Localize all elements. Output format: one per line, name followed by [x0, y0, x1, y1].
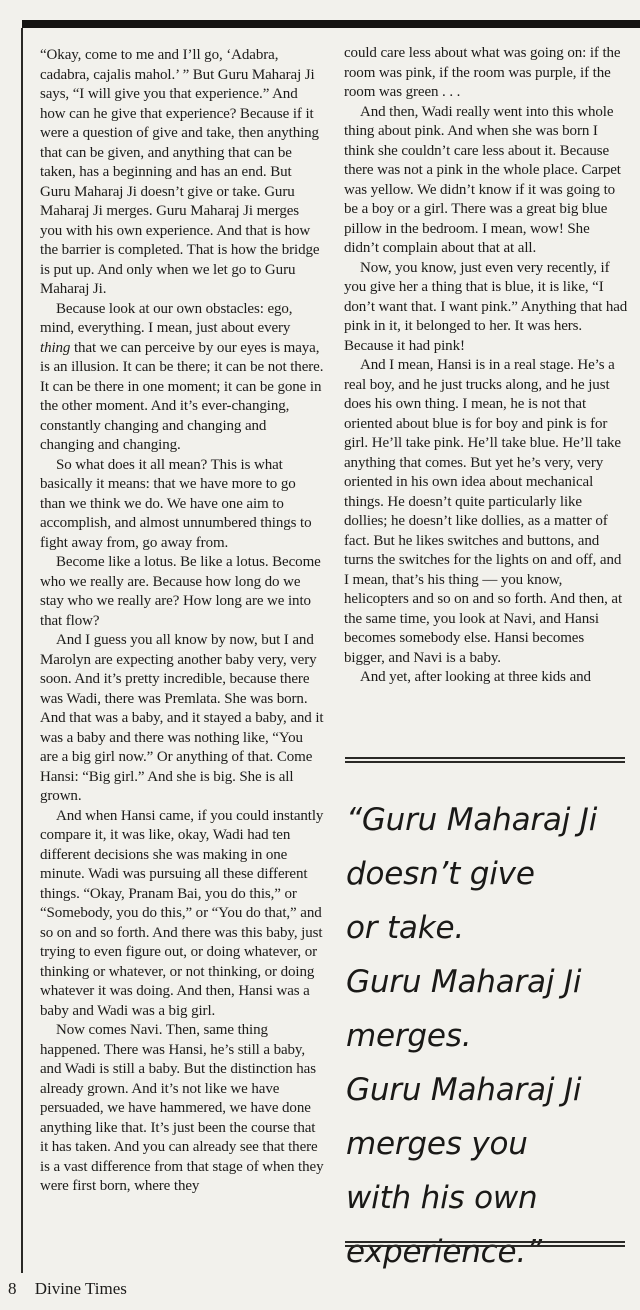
- pull-quote-bottom-rule: [345, 1241, 625, 1247]
- page-number: 8: [8, 1279, 17, 1298]
- pull-quote-line: merges you: [346, 1126, 528, 1162]
- pull-quote-line: Guru Maharaj Ji: [346, 964, 582, 1000]
- pull-quote-line: Guru Maharaj Ji: [346, 1072, 582, 1108]
- pull-quote: [346, 793, 636, 1279]
- pull-quote-line: experience.”: [346, 1234, 542, 1270]
- paragraph: Now, you know, just even very recently, if you give her a thing that is blue, it is like, “I don’t want that. I want pink.” Anything that had pink in it, it belonged to her. It was hers. Because it had pink!: [344, 259, 628, 354]
- paragraph: could care less about what was going on: if the room was pink, if the room was purple, if the room was green . . .: [344, 45, 621, 100]
- left-column: [40, 46, 324, 1197]
- paragraph: And when Hansi came, if you could instantly compare it, it was like, okay, Wadi had ten different decisions she was making in one minute. Wadi was pursuing all these different things. “Okay, Pranam Bai, you do this,” or “Somebody, you do this,” or “You do that,” and so on and so forth. And there was this baby, just trying to even figure out, or doing whatever, or thinking or whatever, or not thinking, or doing whatever it was doing. And then, Hansi was a baby and Wadi was a big girl.: [40, 807, 324, 1019]
- publication-name: Divine Times: [34, 1279, 127, 1298]
- paragraph: So what does it all mean? This is what basically it means: that we have more to go than we think we do. We have one aim to accomplish, and almost unnumbered things to fight away from, go away from.: [40, 456, 312, 551]
- pull-quote-line: “Guru Maharaj Ji: [346, 802, 598, 838]
- paragraph: And I mean, Hansi is in a real stage. He’s a real boy, and he just trucks along, and he just does his own thing. I mean, he is not that oriented about blue is for boy and pink is for girl. He’ll take pink. He’ll take blue. He’ll take anything that comes. But yet he’s very, very oriented in his own idea about mechanical things. He doesn’t quite particularly like dollies; he doesn’t like dollies, as a matter of fact. But he likes switches and buttons, and turns the switches for the lights on and off, and I mean, that’s his thing — you know, helicopters and so on and so forth. And then, at the same time, you look at Navi, and Hansi becomes somebody else. Hansi becomes bigger, and Navi is a baby.: [344, 357, 623, 666]
- page-footer: [8, 1279, 127, 1299]
- paragraph: And yet, after looking at three kids and: [360, 669, 591, 685]
- top-rule: [22, 20, 640, 28]
- pull-quote-line: or take.: [346, 910, 464, 946]
- column-divider: [21, 28, 23, 1273]
- pull-quote-line: with his own: [346, 1180, 538, 1216]
- paragraph: “Okay, come to me and I’ll go, ‘Adabra, cadabra, cajalis mahol.’ ” But Guru Maharaj Ji says, “I will give you that experience.” And how can he give that experience? Because if it were a question of give and take, then anything that can be given, and anything that can be taken, has a beginning and has an end. But Guru Maharaj Ji doesn’t give or take. Guru Maharaj Ji merges. Guru Maharaj Ji merges you with his own experience. And that is how the barrier is completed. That is how the bridge is put up. And only when we let go to Guru Maharaj Ji.: [40, 47, 320, 297]
- paragraph: Because look at our own obstacles: ego, mind, everything. I mean, just about every thing that we can perceive by our eyes is maya, is an illusion. It can be there; it can be not there. It can be there in one moment; it can be gone in the other moment. And it’s ever-changing, constantly changing and changing and changing and changing.: [40, 300, 324, 453]
- right-column: [344, 44, 628, 688]
- paragraph: And then, Wadi really went into this whole thing about pink. And when she was born I think she couldn’t care less about it. Because there was not a pink in the whole place. Carpet was yellow. We didn’t know if it was going to be a boy or a girl. There was a great big blue pillow in the bedroom. I mean, wow! She didn’t complain about that at all.: [344, 103, 621, 256]
- paragraph: And I guess you all know by now, but I and Marolyn are expecting another baby very, very soon. And it’s pretty incredible, because there was Wadi, there was Premlata. She was born. And that was a baby, and it stayed a baby, and it was a baby and there was nothing like, “You are a big girl now.” Or anything of that. Come Hansi: “Big girl.” And she is big. She is all grown.: [40, 632, 324, 804]
- paragraph: Now comes Navi. Then, same thing happened. There was Hansi, he’s still a baby, and Wadi is still a baby. But the distinction has already grown. And it’s not like we have persuaded, we have hammered, we have done anything like that. It’s just been the course that it has taken. And you can already see that there is a vast difference from that stage of when they were first born, where they: [40, 1022, 324, 1194]
- pull-quote-top-rule: [345, 757, 625, 763]
- paragraph: Become like a lotus. Be like a lotus. Become who we really are. Because how long do we stay who we really are? How long are we into that flow?: [40, 554, 321, 629]
- emphasis: thing: [40, 339, 71, 356]
- pull-quote-line: merges.: [346, 1018, 472, 1054]
- pull-quote-line: doesn’t give: [346, 856, 535, 892]
